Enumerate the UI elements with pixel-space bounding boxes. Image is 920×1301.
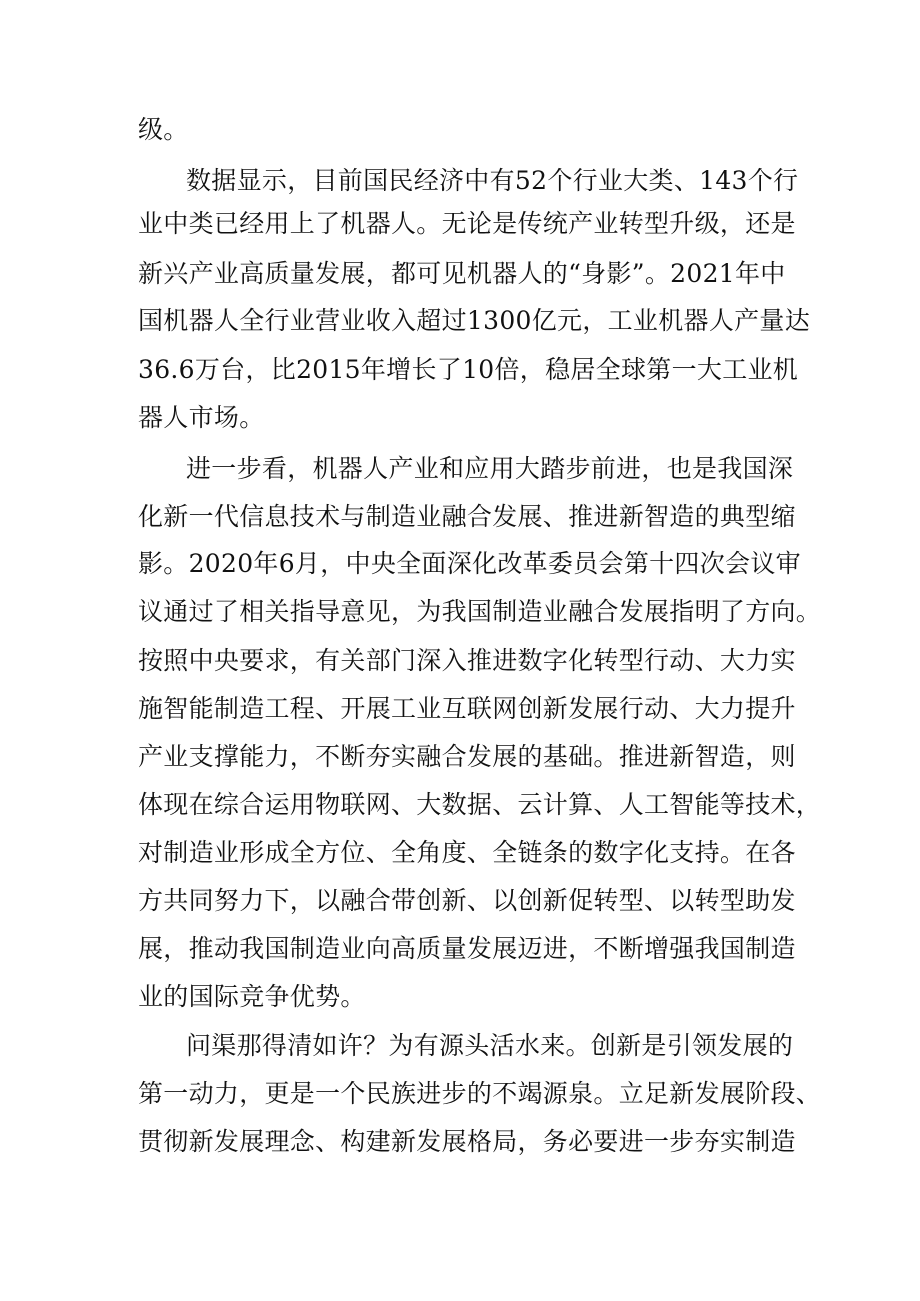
text-line: 贯彻新发展理念、构建新发展格局，务必要进一步夯实制造 <box>138 1127 796 1156</box>
text-line: 体现在综合运用物联网、大数据、云计算、人工智能等技术， <box>138 790 822 819</box>
text-line: 级。 <box>138 115 189 144</box>
text-line: 第一动力，更是一个民族进步的不竭源泉。立足新发展阶段、 <box>138 1079 822 1108</box>
text-line: 问渠那得清如许？为有源头活水来。创新是引领发展的 <box>186 1031 794 1060</box>
text-line: 36.6万台，比2015年增长了10倍，稳居全球第一大工业机 <box>138 355 799 384</box>
text-line: 产业支撑能力，不断夯实融合发展的基础。推进新智造，则 <box>138 742 796 771</box>
text-line: 按照中央要求，有关部门深入推进数字化转型行动、大力实 <box>138 646 796 675</box>
text-line: 业的国际竞争优势。 <box>138 982 366 1011</box>
text-line: 器人市场。 <box>138 403 265 432</box>
text-line: 施智能制造工程、开展工业互联网创新发展行动、大力提升 <box>138 694 796 723</box>
text-line: 化新一代信息技术与制造业融合发展、推进新智造的典型缩 <box>138 502 796 531</box>
text-line: 新兴产业高质量发展，都可见机器人的“身影”。2021年中 <box>138 259 786 288</box>
text-line: 影。2020年6月，中央全面深化改革委员会第十四次会议审 <box>138 549 801 578</box>
text-line: 进一步看，机器人产业和应用大踏步前进，也是我国深 <box>186 454 794 483</box>
text-line: 国机器人全行业营业收入超过1300亿元，工业机器人产量达 <box>138 306 811 335</box>
text-line: 议通过了相关指导意见，为我国制造业融合发展指明了方向。 <box>138 597 822 626</box>
text-line: 数据显示，目前国民经济中有52个行业大类、143个行 <box>186 166 799 195</box>
text-line: 对制造业形成全方位、全角度、全链条的数字化支持。在各 <box>138 838 796 867</box>
text-line: 展，推动我国制造业向高质量发展迈进，不断增强我国制造 <box>138 934 796 963</box>
text-line: 方共同努力下，以融合带创新、以创新促转型、以转型助发 <box>138 886 796 915</box>
text-line: 业中类已经用上了机器人。无论是传统产业转型升级，还是 <box>138 209 796 238</box>
